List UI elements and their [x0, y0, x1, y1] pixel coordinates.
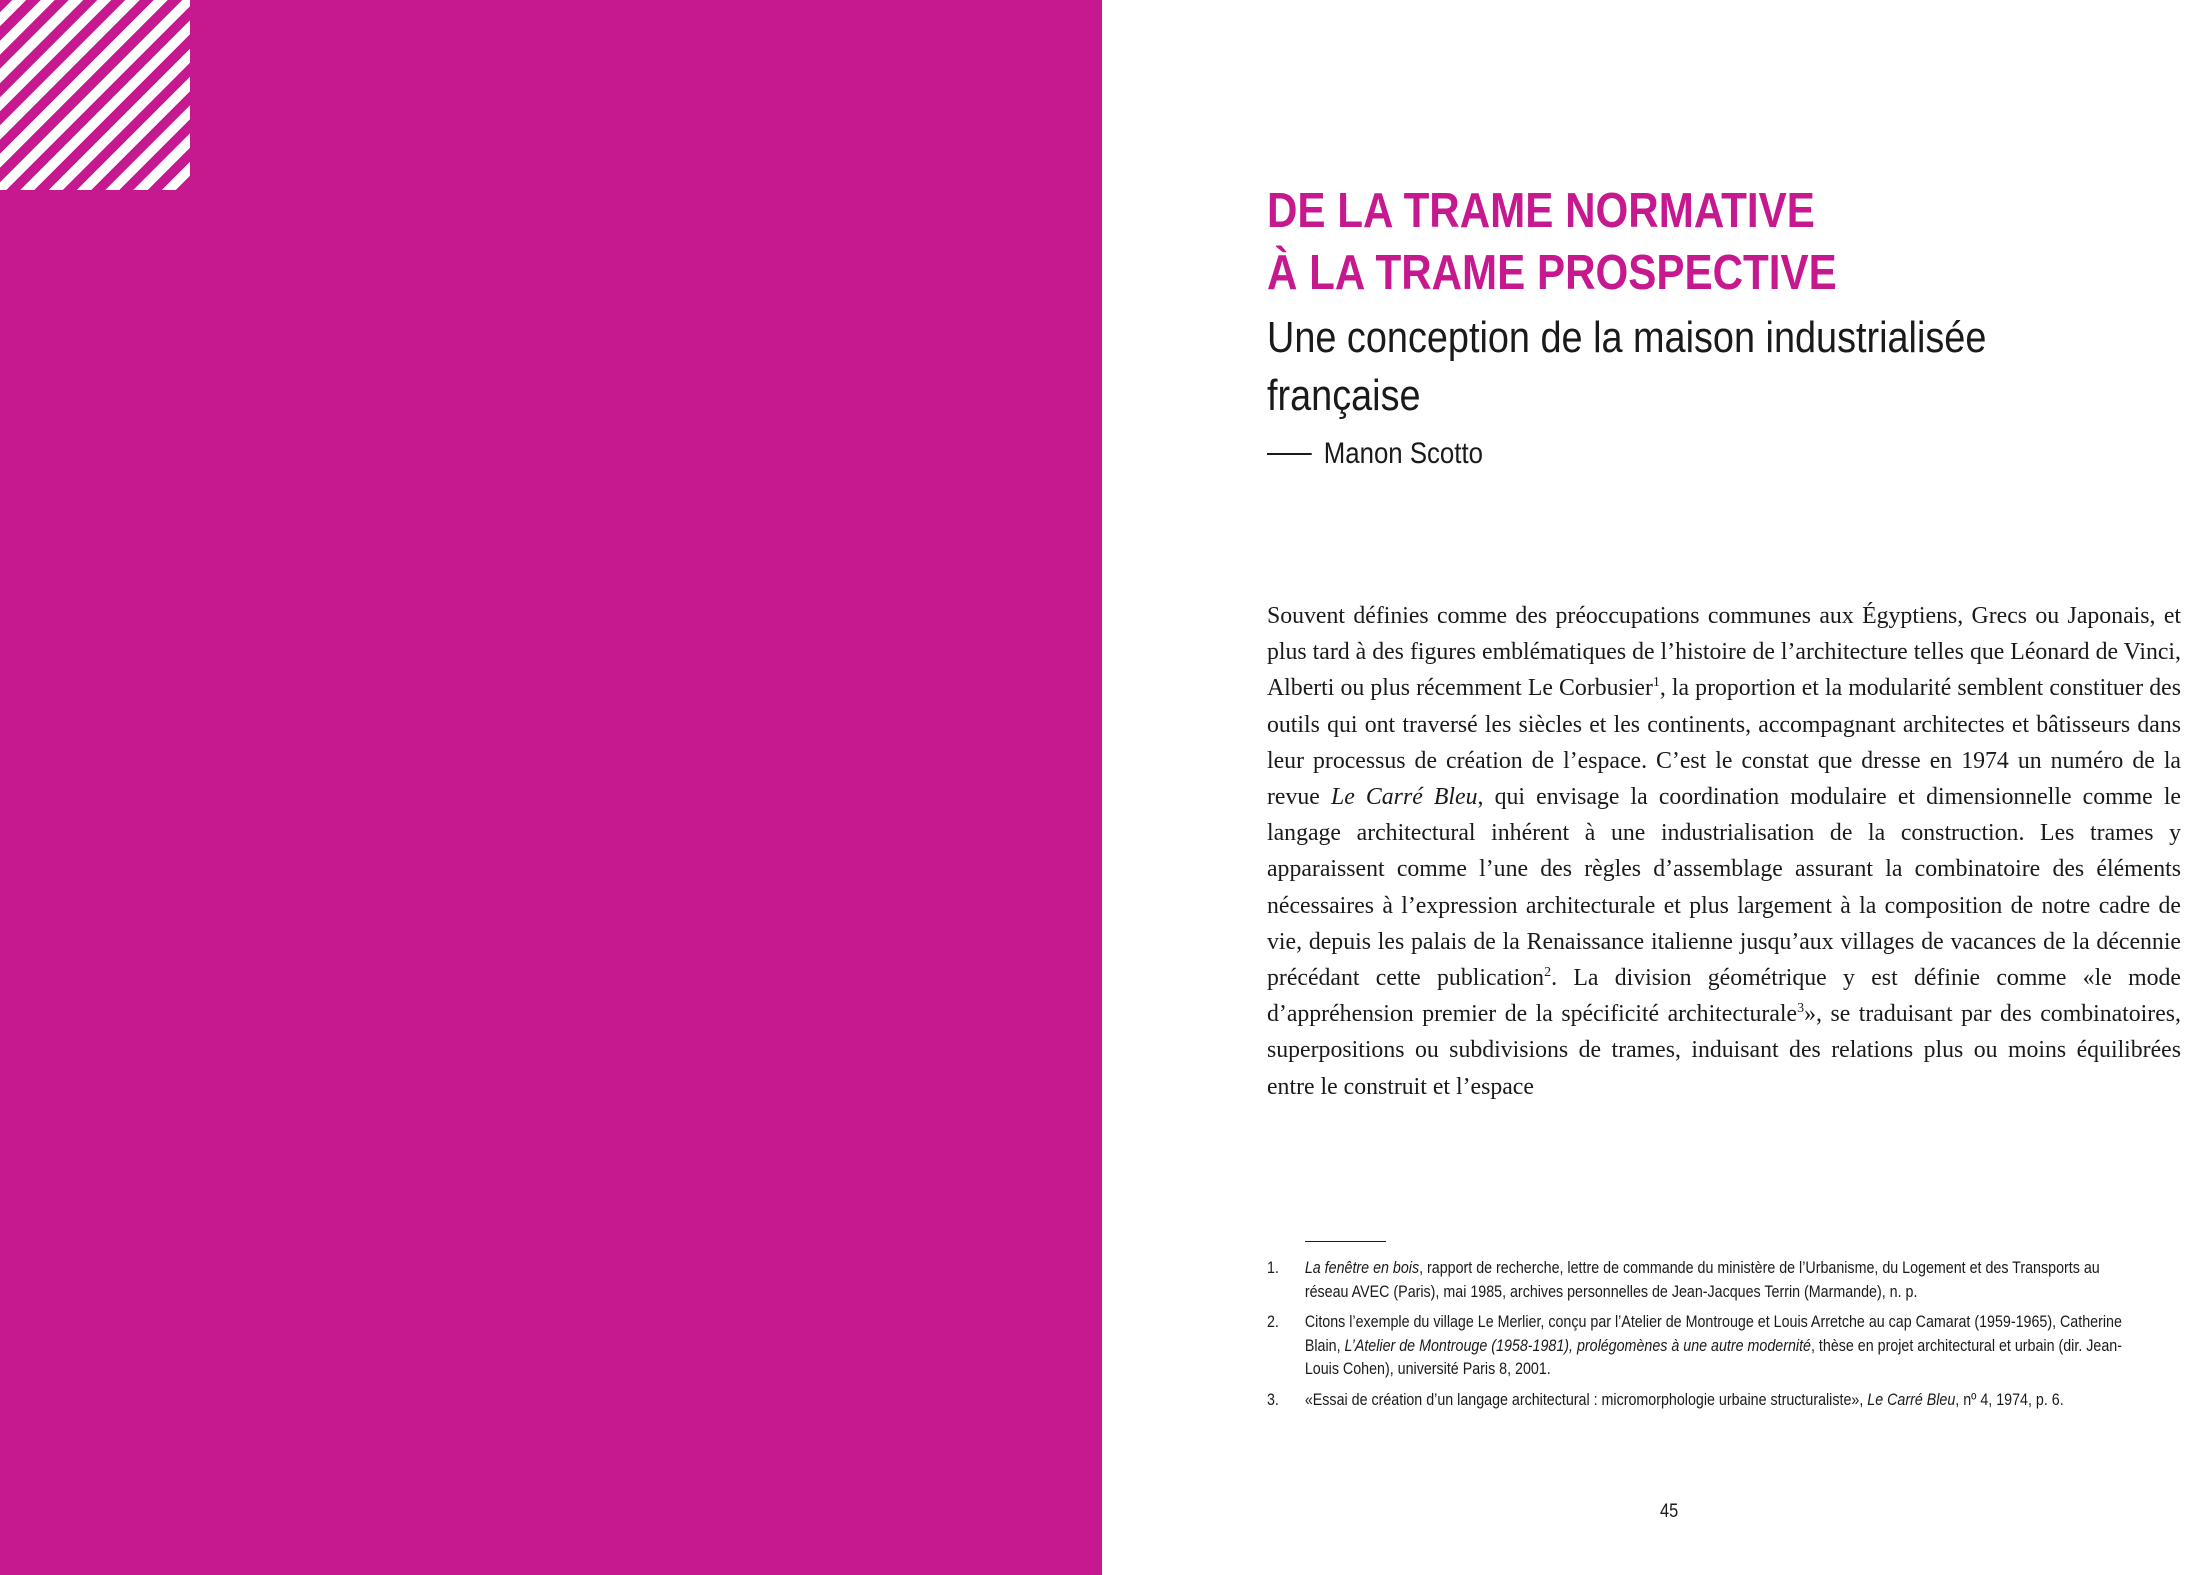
footnote-body: , nº 4, 1974, p. 6.: [1955, 1389, 2064, 1409]
author-line: [1267, 434, 1483, 474]
article-title: [1267, 180, 2024, 304]
article-subtitle: Une conception de la maison industrialisée française: [1267, 313, 1987, 420]
footnote-number: 3.: [1267, 1389, 1279, 1409]
footnote-3: [1267, 1388, 2144, 1412]
footnote-ref-3: 3: [1797, 1001, 1805, 1017]
body-text-5: », se traduisant par des combinatoires, superpositions ou subdivisions de trames, induisant des relations plus ou moins équilibrées entre le construit et l’espace: [1267, 1001, 2181, 1100]
footnotes: [1267, 1256, 2144, 1419]
body-text-3: , qui envisage la coordination modulaire et dimensionnelle comme le langage architectural inhérent à une industrialisation de la construction. Les trames y apparaissent comme l’une des règles d’assemblage assurant la combinatoire des éléments nécessaires à l’expression architecturale et plus largement à la composition de notre cadre de vie, depuis les palais de la Renaissance italienne jusqu’aux villages de vacances de la décennie précédant cette publication: [1267, 784, 2181, 992]
title-line-2: À LA TRAME PROSPECTIVE: [1267, 246, 1837, 300]
striped-corner-pattern: [0, 0, 190, 190]
footnote-italic: Le Carré Bleu: [1867, 1389, 1956, 1409]
body-text-1: Souvent définies comme des préoccupations communes aux Égyptiens, Grecs ou Japonais, et plus tard à des figures emblématiques de l’histoire de l’architecture telles que Léonard de Vinci, Alberti ou plus récemment Le Corbusier: [1267, 603, 2181, 702]
page-number: 45: [1660, 1501, 1679, 1522]
footnote-1: [1267, 1256, 2144, 1303]
body-text-2: , la proportion et la modularité semblent constituer des outils qui ont traversé les siècles et les continents, accompagnant architectes et bâtisseurs dans leur processus de création de l’espace. C’est le constat que dresse en 1974 un numéro de la revue: [1267, 675, 2181, 811]
body-italic-journal: Le Carré Bleu: [1330, 784, 1478, 811]
left-page-magenta: [0, 0, 1102, 1575]
footnote-2: [1267, 1310, 2144, 1381]
footnote-number: 2.: [1267, 1312, 1279, 1332]
body-text-4: . La division géométrique y est définie comme «le mode d’appréhension premier de la spécificité architecturale: [1267, 965, 2181, 1028]
body-paragraph: [1267, 598, 2181, 1105]
footnote-text: [1305, 1256, 2144, 1303]
right-page: [1102, 0, 2205, 1575]
footnote-body-before: Citons l’exemple du village Le Merlier, conçu par l’Atelier de Montrouge et Louis Arretche au cap Camarat (1959-1965), Catherine Blain,: [1304, 1312, 2122, 1355]
title-line-1: DE LA TRAME NORMATIVE: [1267, 184, 1815, 238]
footnote-ref-2: 2: [1544, 965, 1552, 981]
footnote-italic: L’Atelier de Montrouge (1958-1981), prolégomènes à une autre modernité: [1344, 1335, 1811, 1355]
footnote-ref-1: 1: [1652, 675, 1660, 691]
footnote-separator: [1305, 1241, 1386, 1242]
footnote-body: , rapport de recherche, lettre de commande du ministère de l’Urbanisme, du Logement et des Transports au réseau AVEC (Paris), mai 1985, archives personnelles de Jean-Jacques Terrin (Marmande), n. p.: [1304, 1258, 2100, 1301]
footnote-text: [1305, 1388, 2144, 1412]
footnote-number: 1.: [1267, 1258, 1279, 1277]
footnote-italic: La fenêtre en bois: [1304, 1258, 1420, 1277]
author-dash: [1267, 453, 1312, 455]
author-name: Manon Scotto: [1323, 437, 1483, 470]
footnote-text: [1305, 1310, 2144, 1381]
footnote-body: , thèse en projet architectural et urbain (dir. Jean-Louis Cohen), université Paris 8, 2001.: [1304, 1335, 2122, 1379]
footnote-body-before: «Essai de création d’un langage architectural : micromorphologie urbaine structuraliste»,: [1304, 1389, 1868, 1409]
